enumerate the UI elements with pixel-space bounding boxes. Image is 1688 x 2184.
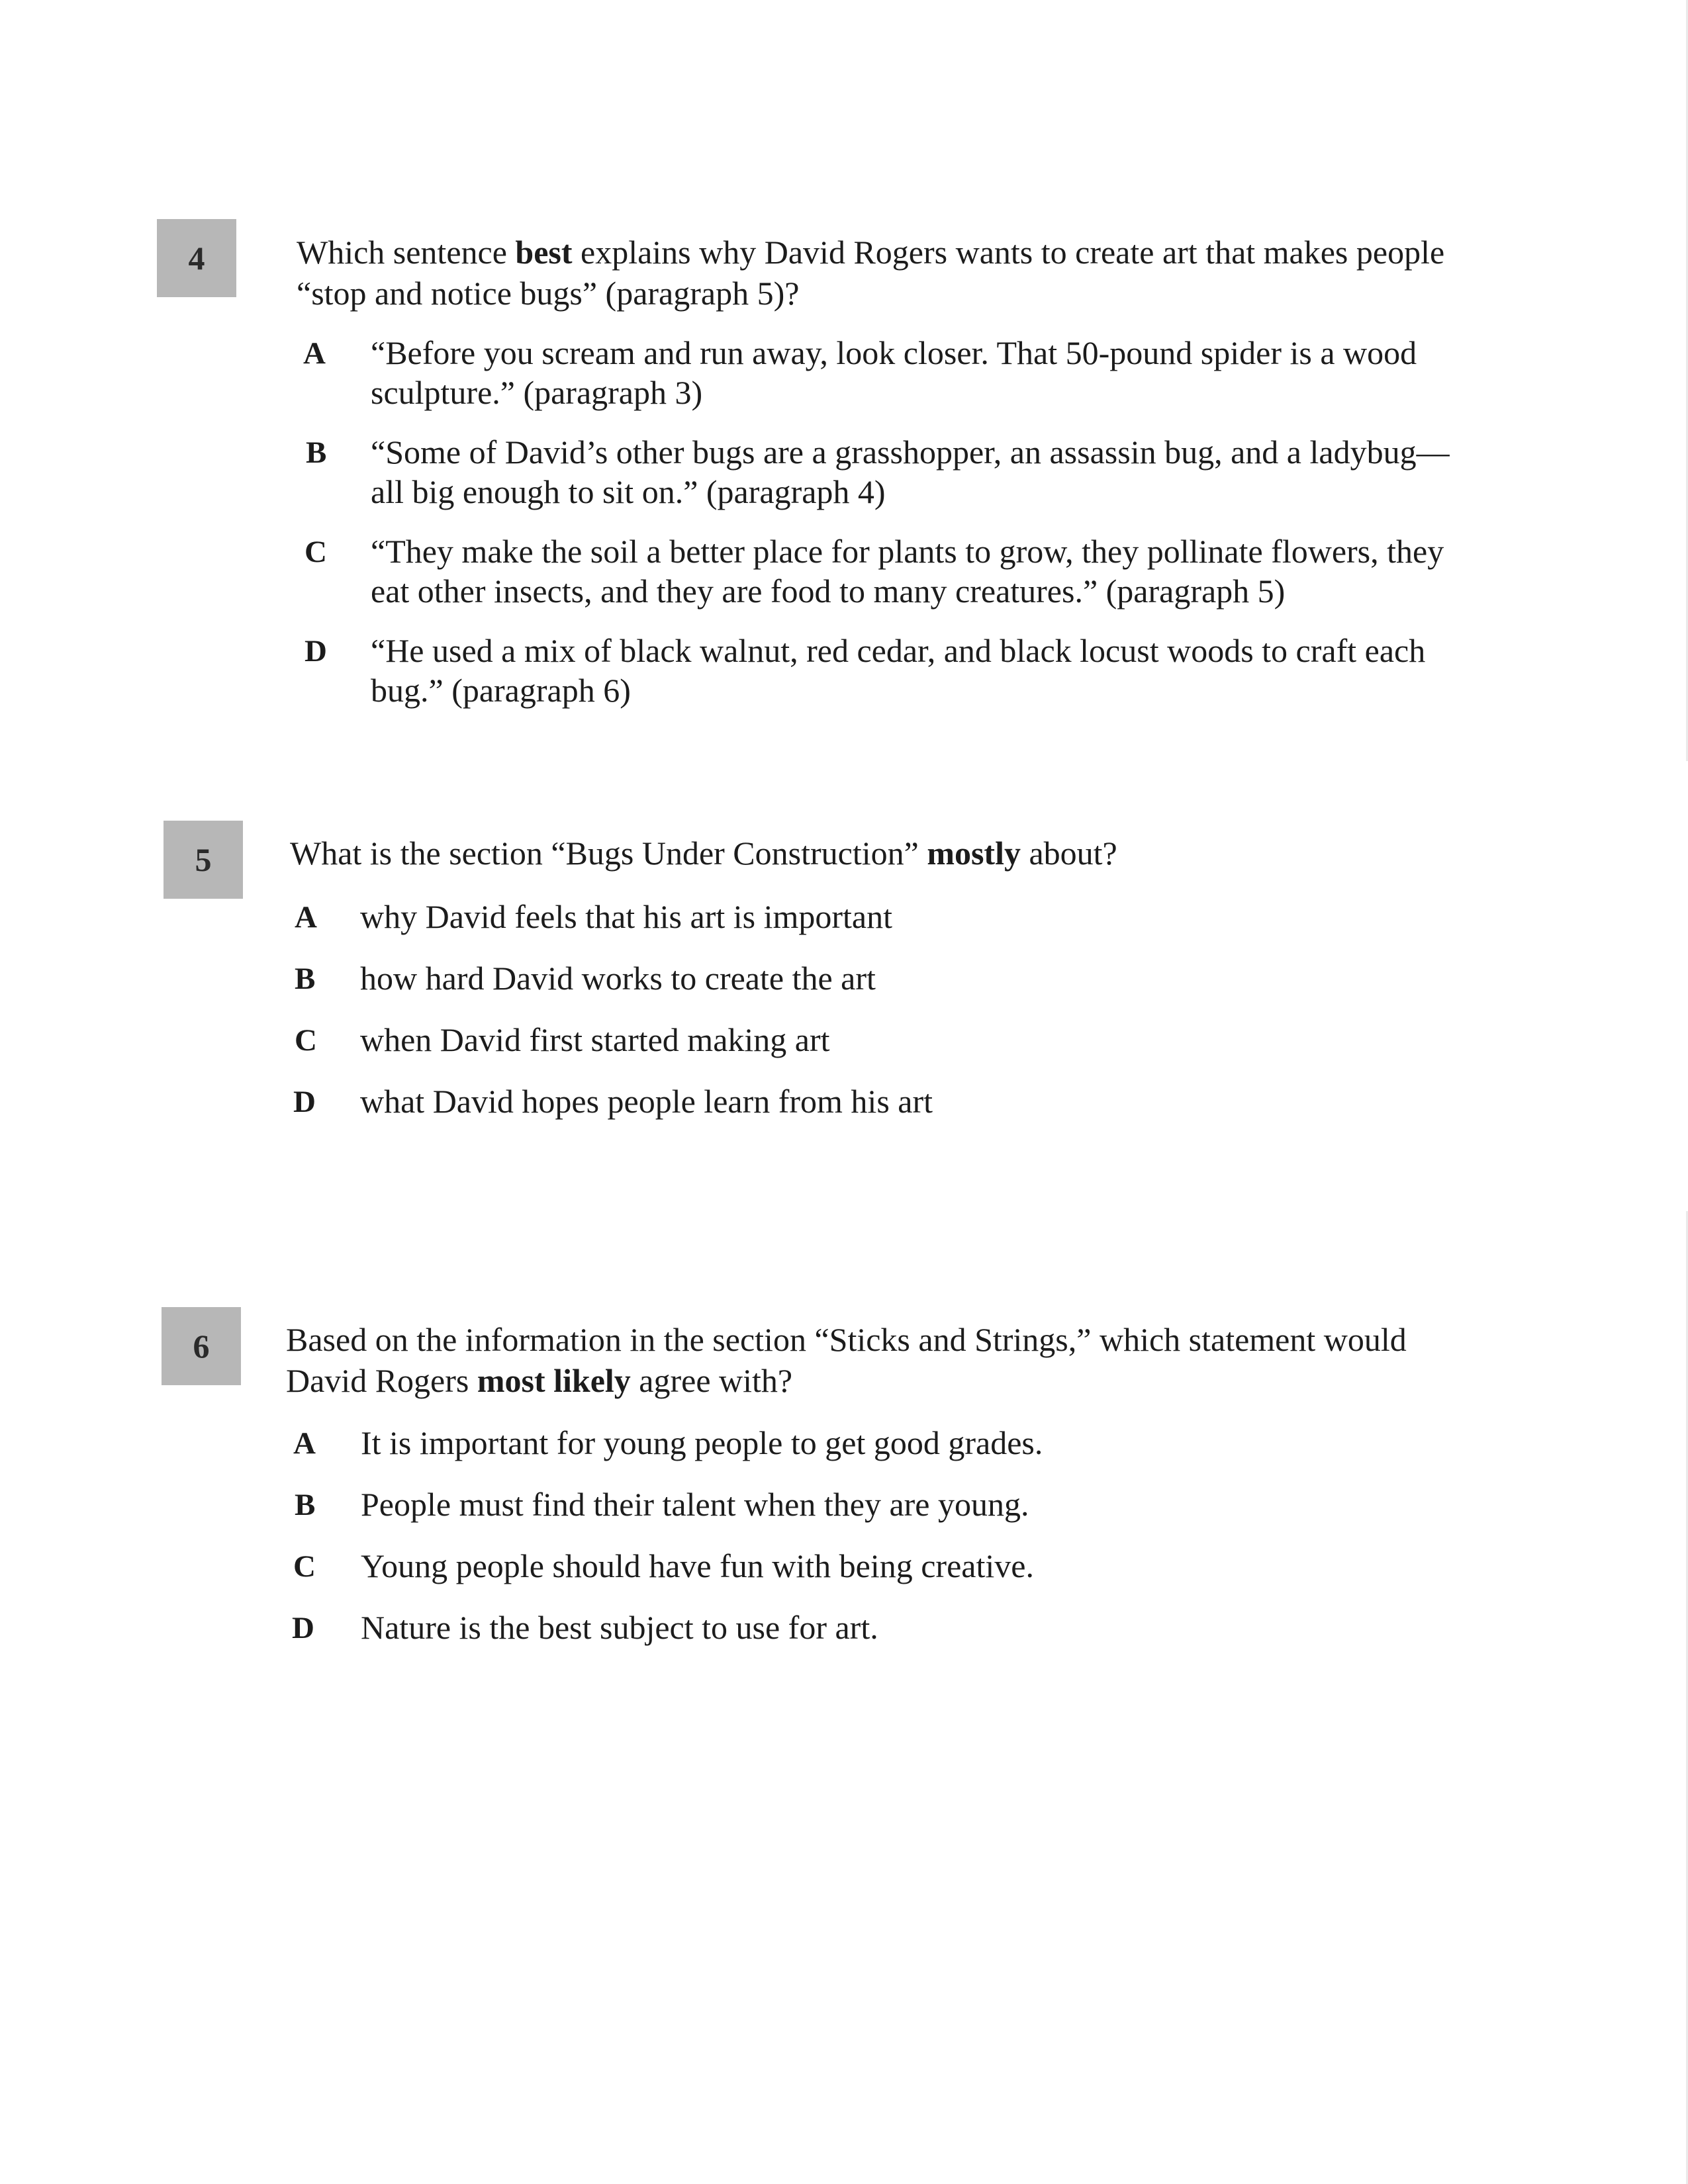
option-c-text[interactable]: “They make the soil a better place for plants to grow, they pollinate flowers, they eat other insects, and they are food to many creatures.” (paragraph 5): [371, 533, 1444, 610]
option-a-letter[interactable]: A: [303, 336, 326, 371]
option-d-letter[interactable]: D: [293, 1085, 316, 1119]
option-c-letter[interactable]: C: [293, 1549, 316, 1584]
option-c-letter[interactable]: C: [305, 535, 327, 569]
option-b-letter[interactable]: B: [306, 435, 327, 470]
option-d-letter[interactable]: D: [305, 634, 327, 668]
option-b-letter[interactable]: B: [295, 1488, 316, 1522]
question-stem: Which sentence best explains why David Rogers wants to create art that makes people “stop and notice bugs” (paragraph 5)?: [297, 234, 1445, 312]
question-number: 6: [193, 1328, 210, 1365]
option-a-text[interactable]: why David feels that his art is important: [360, 898, 893, 935]
option-a-letter[interactable]: A: [295, 900, 317, 934]
question-stem: What is the section “Bugs Under Construction” mostly about?: [290, 835, 1117, 872]
option-d-text[interactable]: Nature is the best subject to use for art.: [361, 1609, 878, 1646]
option-a-text[interactable]: “Before you scream and run away, look closer. That 50-pound spider is a wood sculpture.” (paragraph 3): [371, 334, 1417, 411]
option-b-text[interactable]: “Some of David’s other bugs are a grasshopper, an assassin bug, and a ladybug—all big enough to sit on.” (paragraph 4): [371, 433, 1450, 510]
question-number: 4: [188, 240, 205, 277]
question-stem: Based on the information in the section “Sticks and Strings,” which statement would David Rogers most likely agree with?: [286, 1321, 1407, 1399]
option-a-text[interactable]: It is important for young people to get good grades.: [361, 1424, 1043, 1461]
option-c-text[interactable]: when David first started making art: [360, 1021, 830, 1058]
option-d-letter[interactable]: D: [292, 1611, 314, 1645]
option-d-text[interactable]: “He used a mix of black walnut, red cedar, and black locust woods to craft each bug.” (paragraph 6): [371, 632, 1426, 709]
option-b-text[interactable]: how hard David works to create the art: [360, 960, 876, 997]
option-b-text[interactable]: People must find their talent when they are young.: [361, 1486, 1029, 1523]
option-a-letter[interactable]: A: [293, 1426, 316, 1461]
option-c-text[interactable]: Young people should have fun with being creative.: [361, 1547, 1034, 1584]
option-b-letter[interactable]: B: [295, 962, 316, 996]
option-c-letter[interactable]: C: [295, 1023, 317, 1058]
option-d-text[interactable]: what David hopes people learn from his art: [360, 1083, 933, 1120]
question-number: 5: [195, 841, 212, 878]
question-number-badge: [164, 821, 243, 899]
question-number-badge: [162, 1307, 241, 1385]
question-number-badge: [157, 219, 236, 297]
